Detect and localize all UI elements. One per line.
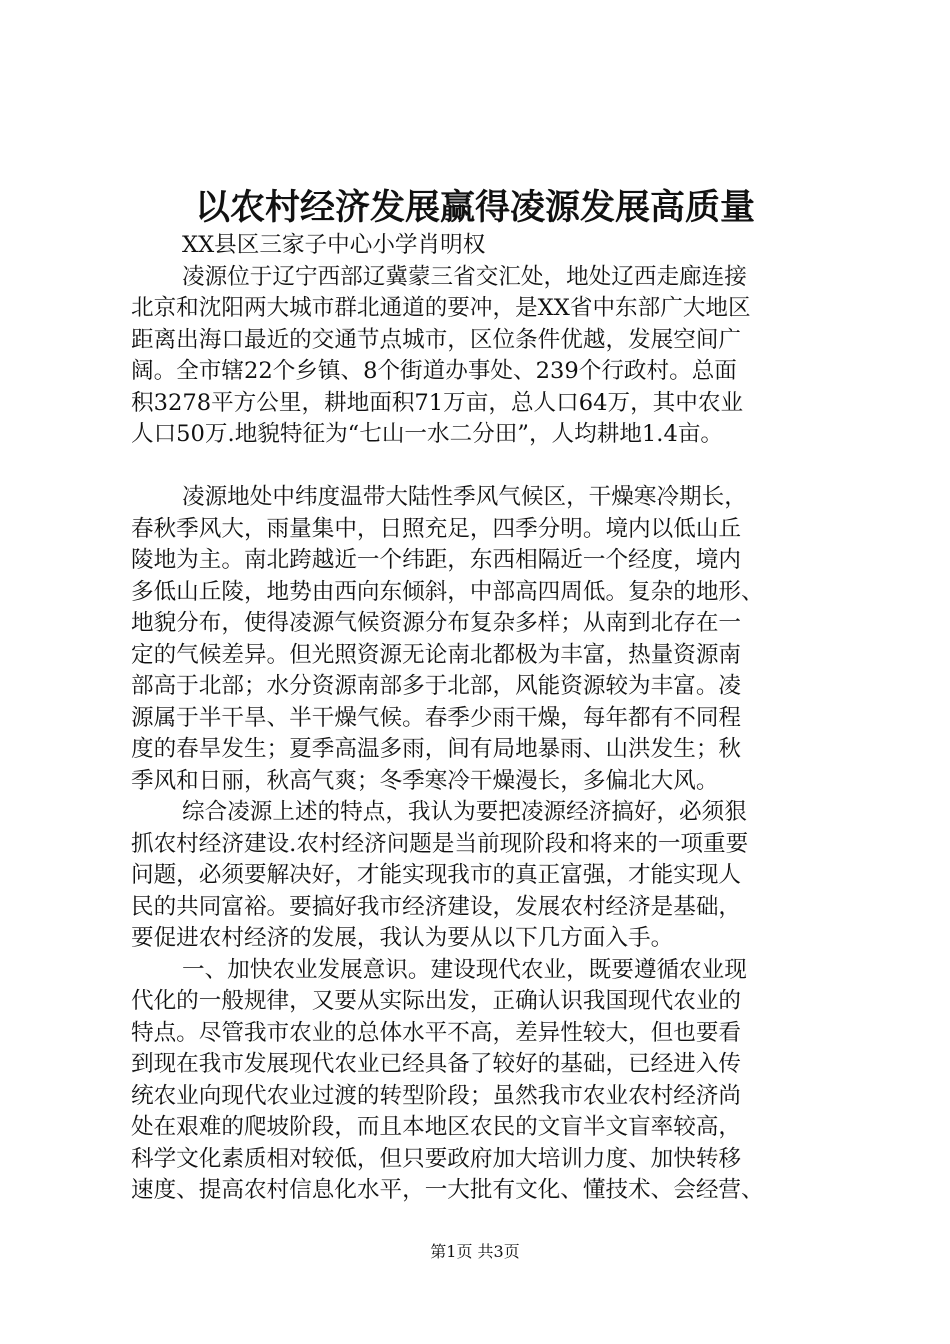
text-line: 地貌分布，使得凌源气候资源分布复杂多样；从南到北存在一 [131,610,742,636]
text-line: 一、加快农业发展意识。建设现代农业，既要遵循农业现 [182,956,747,983]
text-line: 处在艰难的爬坡阶段，而且本地区农民的文盲半文盲率较高， [131,1114,742,1140]
text-line: 凌源地处中纬度温带大陆性季风气候区，干燥寒冷期长， [182,484,747,510]
text-line: 要促进农村经济的发展，我认为要从以下几方面入手。 [131,925,674,951]
page-footer: 第1页 共3页 [430,1242,520,1261]
text-line: 问题，必须要解决好，才能实现我市的真正富强，才能实现人 [131,862,742,888]
text-line: 综合凌源上述的特点，我认为要把凌源经济搞好，必须狠 [182,799,747,825]
text-line: 凌源位于辽宁西部辽冀蒙三省交汇处，地处辽西走廊连接 [182,263,747,290]
text-line: 人口50万.地貌特征为“七山一水二分田”，人均耕地1.4亩。 [131,421,724,447]
text-line: XX县区三家子中心小学肖明权 [182,232,486,258]
document-title: 以农村经济发展赢得凌源发展高质量 [194,187,755,228]
text-line: 度的春旱发生；夏季高温多雨，间有局地暴雨、山洪发生；秋 [131,736,742,762]
document-body [131,230,831,1207]
blank-line [131,451,831,483]
text-line: 民的共同富裕。要搞好我市经济建设，发展农村经济是基础， [131,893,742,920]
text-line: 统农业向现代农业过渡的转型阶段；虽然我市农业农村经济尚 [131,1082,742,1109]
text-line: 定的气候差异。但光照资源无论南北都极为丰富，热量资源南 [131,641,742,668]
text-line: 春秋季风大，雨量集中，日照充足，四季分明。境内以低山丘 [131,515,742,542]
text-line: 到现在我市发展现代农业已经具备了较好的基础，已经进入传 [131,1051,742,1077]
text-line: 多低山丘陵，地势由西向东倾斜，中部高四周低。复杂的地形、 [131,578,764,605]
text-line: 陵地为主。南北跨越近一个纬距，东西相隔近一个经度，境内 [131,547,742,573]
text-line: 科学文化素质相对较低，但只要政府加大培训力度、加快转移 [131,1145,742,1172]
text-line: 积3278平方公里，耕地面积71万亩，总人口64万，其中农业 [131,389,744,416]
text-line: 特点。尽管我市农业的总体水平不高，差异性较大，但也要看 [131,1019,742,1046]
text-line: 抓农村经济建设.农村经济问题是当前现阶段和将来的一项重要 [131,830,749,857]
text-line: 季风和日丽，秋高气爽；冬季寒冷干燥漫长，多偏北大风。 [131,767,719,794]
text-line: 源属于半干旱、半干燥气候。春季少雨干燥，每年都有不同程 [131,704,742,731]
text-line: 北京和沈阳两大城市群北通道的要冲，是XX省中东部广大地区 [131,295,751,321]
text-line: 部高于北部；水分资源南部多于北部，风能资源较为丰富。凌 [131,673,742,699]
text-line: 阔。全市辖22个乡镇、8个街道办事处、239个行政村。总面 [131,358,737,384]
text-line: 代化的一般规律，又要从实际出发，正确认识我国现代农业的 [131,988,742,1014]
text-line: 距离出海口最近的交通节点城市，区位条件优越，发展空间广 [131,326,742,353]
text-line: 速度、提高农村信息化水平，一大批有文化、懂技术、会经营、 [131,1177,764,1203]
